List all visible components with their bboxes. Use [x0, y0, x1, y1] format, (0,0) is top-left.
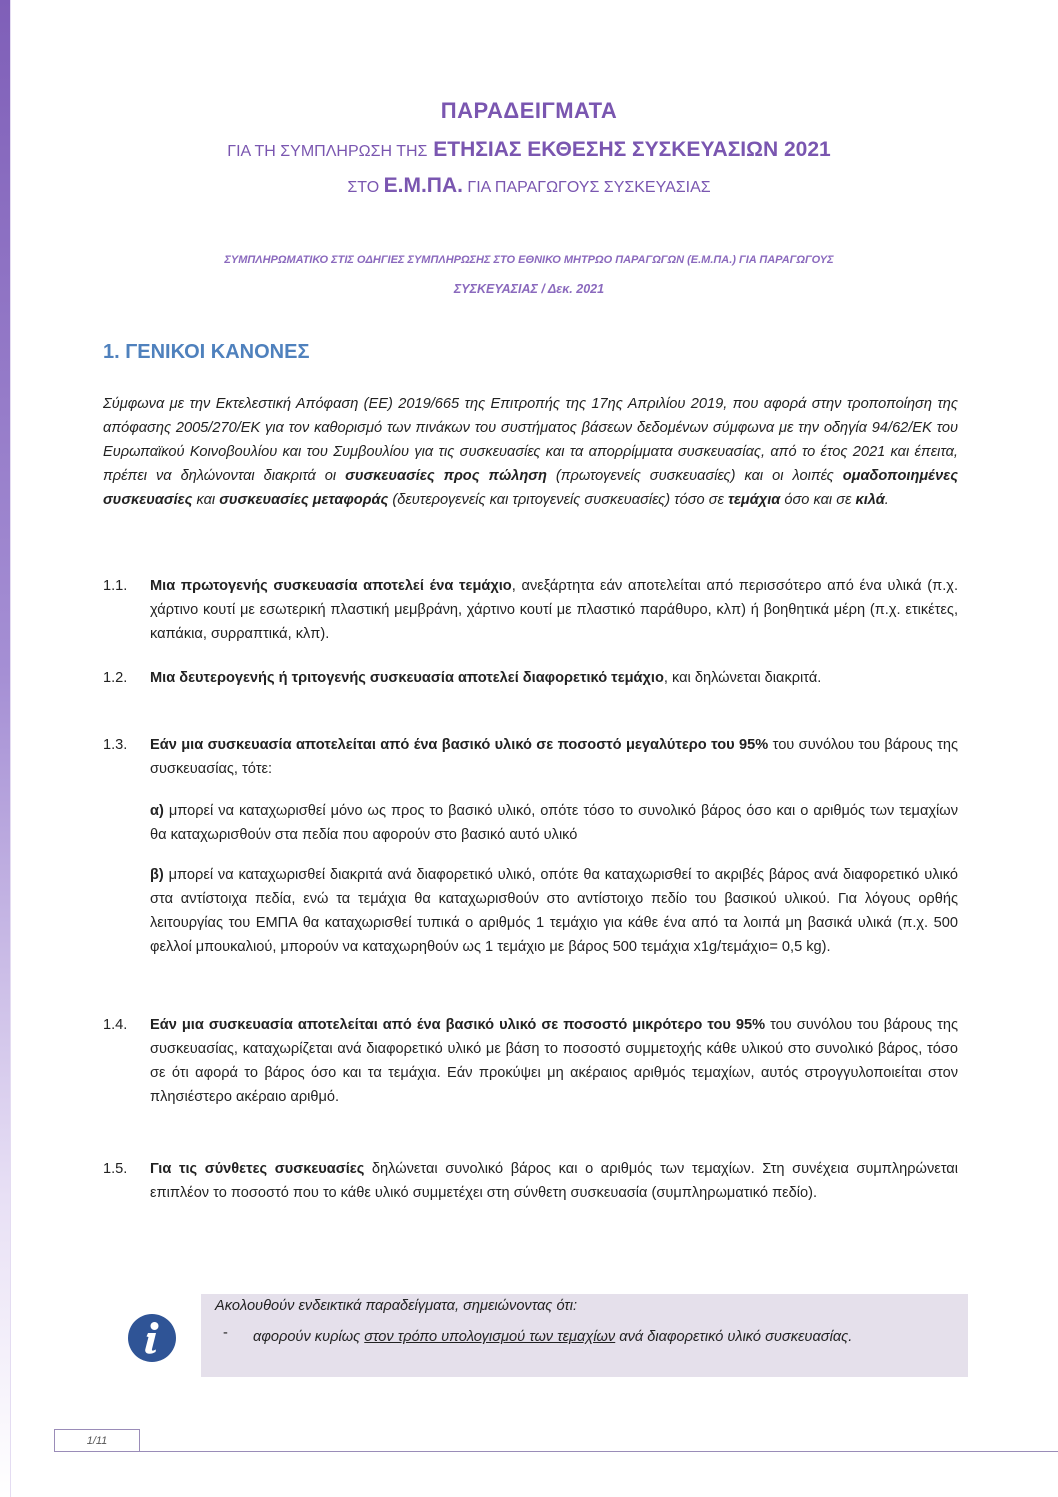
subitem-a [150, 799, 958, 847]
item-bold: Μια δευτερογενής ή τριτογενής συσκευασία αποτελεί διαφορετικό τεμάχιο [150, 670, 664, 686]
item-bold: Εάν μια συσκευασία αποτελείται από ένα βασικό υλικό σε ποσοστό μεγαλύτερο του 95% [150, 737, 769, 753]
item-number: 1.5. [103, 1161, 128, 1177]
item-text: του συνόλου του βάρους της συσκευασίας, τότε: [150, 737, 958, 777]
item-number: 1.3. [103, 737, 128, 753]
list-item [103, 574, 958, 646]
item-text: του συνόλου του βάρους της συσκευασίας, καταχωρίζεται ανά διαφορετικό υλικό με βάση το ποσοστό συμμετοχής κάθε υλικού στο συνολικό βάρος, τόσο σε ότι αφορά το βάρος όσο και τα τεμάχια. Εάν προκύψει μη ακέραιος αριθμός τεμαχίων, αυτός στρογγυλοποιείται στον πλησιέστερο ακέραιο αριθμό. [150, 1017, 958, 1105]
doc-title: ΠΑΡΑΔΕΙΓΜΑΤΑ [440, 98, 618, 123]
intro-paragraph [103, 392, 958, 512]
doc-title-line3 [100, 174, 958, 198]
intro-text-f: όσο και σε [780, 492, 856, 508]
title-line3-small1: ΣΤΟ [347, 179, 380, 196]
intro-bold-4: τεμάχια [727, 492, 781, 508]
section-heading: 1. ΓΕΝΙΚΟΙ ΚΑΝΟΝΕΣ [103, 341, 310, 363]
info-text-b: ανά διαφορετικό υλικό συσκευασίας. [615, 1329, 853, 1345]
intro-bold-1: συσκευασίες προς πώληση [345, 468, 547, 484]
doc-title-line2 [100, 138, 958, 162]
subitem-b [150, 863, 958, 959]
item-bold: Για τις σύνθετες συσκευασίες [150, 1161, 365, 1177]
info-text-underlined: στον τρόπο υπολογισμού των τεμαχίων [364, 1329, 616, 1345]
info-icon [126, 1312, 178, 1364]
subitem-a-label: α) [150, 803, 164, 819]
page-number: 1/11 [54, 1429, 140, 1452]
title-line3-big: Ε.Μ.ΠΑ. [383, 174, 463, 197]
intro-text-e: (δευτερογενείς και τριτογενείς συσκευασίες) τόσο σε [388, 492, 728, 508]
left-accent-bar [0, 0, 10, 1497]
item-text: , και δηλώνεται διακριτά. [663, 670, 822, 686]
item-text: δηλώνεται συνολικό βάρος και ο αριθμός των τεμαχίων. Στη συνέχεια συμπληρώνεται επιπλέον το ποσοστό που το κάθε υλικό συμμετέχει στη σύνθετη συσκευασία (συμπληρωματικό πεδίο). [150, 1161, 958, 1201]
item-text: , ανεξάρτητα εάν αποτελείται από περισσότερο από ένα υλικά (π.χ. χάρτινο κουτί με εσωτερική πλαστική μεμβράνη, χάρτινο κουτί με πλαστικό παράθυρο, κλπ) ή βοηθητικά μέρη (π.χ. ετικέτες, καπάκια, συρραπτικά, κλπ). [150, 578, 958, 642]
intro-text-d: και [192, 492, 220, 508]
info-bullet-text [253, 1325, 956, 1349]
subitem-b-text: μπορεί να καταχωρισθεί διακριτά ανά διαφορετικό υλικό, οπότε θα καταχωρισθεί το ακριβές βάρος ανά διαφορετικό υλικό στα αντίστοιχα πεδία, ενώ τα τεμάχια θα καταχωρισθούν στο αντίστοιχο πεδίο του βασικού υλικού. Για λόγους ορθής λειτουργίας του ΕΜΠΑ θα καταχωρισθεί τυπικά ο αριθμός 1 τεμάχιο για κάθε ένα από τα λοιπά μη βασικά υλικά (π.χ. 500 φελλοί μπουκαλιού, μπορούν να καταχωρηθούν ως 1 τεμάχιο με βάρος 500 τεμάχια x1g/τεμάχιο= 0,5 kg). [150, 867, 958, 955]
list-item [103, 1013, 958, 1109]
info-dash: - [223, 1325, 228, 1341]
title-line3-small2: ΓΙΑ ΠΑΡΑΓΩΓΟΥΣ ΣΥΣΚΕΥΑΣΙΑΣ [467, 179, 711, 196]
item-number: 1.1. [103, 578, 128, 594]
subitem-a-text: μπορεί να καταχωρισθεί μόνο ως προς το βασικό υλικό, οπότε τόσο το συνολικό βάρος όσο και ο αριθμός των τεμαχίων θα καταχωρισθούν στα πεδία που αφορούν στο βασικό αυτό υλικό [150, 803, 958, 843]
left-accent-line [10, 0, 11, 1497]
intro-bold-3: συσκευασίες μεταφοράς [219, 492, 389, 508]
intro-bold-2: ομαδοποιημένες συσκευασίες [103, 468, 959, 508]
list-item [103, 1157, 958, 1205]
footer-rule [54, 1451, 1058, 1452]
title-block [100, 98, 958, 198]
list-item [103, 733, 958, 781]
intro-text-c: (πρωτογενείς συσκευασίες) και οι λοιπές [546, 468, 843, 484]
subtitle-line2: ΣΥΣΚΕΥΑΣΙΑΣ / Δεκ. 2021 [453, 282, 605, 296]
item-bold: Εάν μια συσκευασία αποτελείται από ένα βασικό υλικό σε ποσοστό μικρότερο του 95% [150, 1017, 766, 1033]
item-number: 1.2. [103, 670, 128, 686]
info-box [201, 1294, 968, 1377]
info-intro: Ακολουθούν ενδεικτικά παραδείγματα, σημειώνοντας ότι: [215, 1298, 578, 1314]
item-bold: Μια πρωτογενής συσκευασία αποτελεί ένα τεμάχιο [150, 578, 512, 594]
subitem-b-label: β) [150, 867, 164, 883]
title-line2-small: ΓΙΑ ΤΗ ΣΥΜΠΛΗΡΩΣΗ ΤΗΣ [227, 143, 428, 160]
doc-subtitle [100, 246, 958, 304]
intro-bold-5: κιλά [855, 492, 885, 508]
info-text-a: αφορούν κυρίως [253, 1329, 365, 1345]
title-line2-big: ΕΤΗΣΙΑΣ ΕΚΘΕΣΗΣ ΣΥΣΚΕΥΑΣΙΩΝ 2021 [433, 138, 831, 161]
intro-text-g: . [884, 492, 889, 508]
list-item [103, 666, 958, 690]
intro-text-a: Σύμφωνα με την Εκτελεστική Απόφαση (ΕΕ) 2019/665 της Επιτροπής της 17ης Απριλίου 2019, που αφορά στην τροποποίηση της απόφασης 2005/270/ΕΚ για τον καθορισμό των πινάκων του συστήματος βάσεων δεδομένων σύμφωνα με την οδηγία 94/62/ΕΚ του Ευρωπαϊκού Κοινοβουλίου και του Συμβουλίου για τις συσκευασίες και τα απορρίμματα συσκευασίας, από το έτος 2021 και έπειτα, πρέπει να δηλώνονται διακριτά οι [103, 396, 958, 484]
item-number: 1.4. [103, 1017, 128, 1033]
subtitle-line1: ΣΥΜΠΛΗΡΩΜΑΤΙΚΟ ΣΤΙΣ ΟΔΗΓΙΕΣ ΣΥΜΠΛΗΡΩΣΗΣ ΣΤΟ ΕΘΝΙΚΟ ΜΗΤΡΩΟ ΠΑΡΑΓΩΓΩΝ (Ε.Μ.ΠΑ.) ΓΙΑ ΠΑΡΑΓΩΓΟΥΣ [224, 254, 834, 266]
